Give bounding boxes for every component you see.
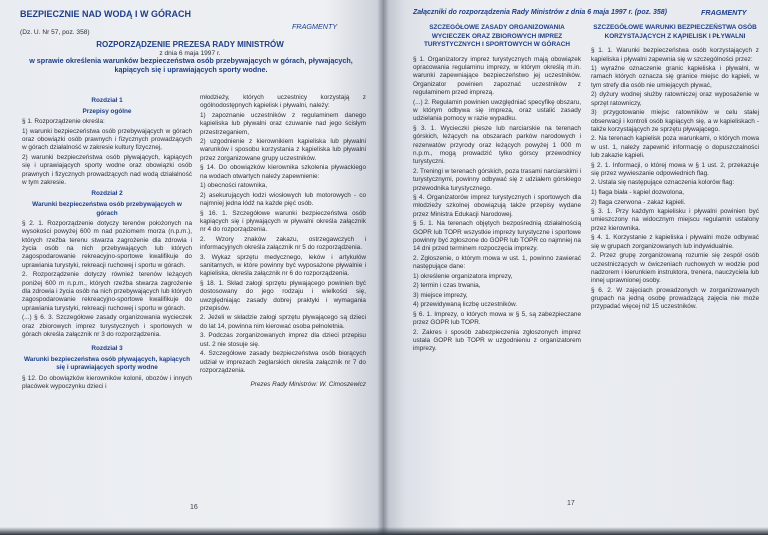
list-item: 3) przygotowanie miejsc ratowników w celu stałej obserwacji i kontroli osób kąpiących się, a w kąpieliskach - także korzystających ze sprzętu pływającego.: [591, 109, 759, 133]
list-item: 1) flaga biała - kąpiel dozwolona,: [591, 189, 685, 196]
paragraph: 2. Jeżeli w składzie załogi sprzętu pływającego są dzieci do lat 14, powinna nim kierować osoba pełnoletnia.: [200, 314, 366, 330]
paragraph: 1) obecności ratownika,: [200, 182, 268, 190]
paragraph: § 18. 1. Skład załogi sprzętu pływającego powinien być dostosowany do jego rodzaju i wielkości się, uwzględniając zasady dobrej praktyki i wymagania przepisów.: [200, 279, 366, 312]
paragraph: 2) warunki bezpieczeństwa osób pływających, kąpiących się i uprawiających sporty wodne oraz obowiązki osób prawnych i fizycznych prowadzących nad wodą działalność w tym zakresie.: [22, 153, 192, 186]
paragraph: § 1. Rozporządzenie określa:: [22, 118, 105, 126]
list-item: 3) miejsce imprezy,: [413, 291, 468, 299]
heading-rozdzial-1: Rozdział 1: [91, 97, 123, 104]
book-fold-shadow: [377, 0, 389, 535]
annex-header: Załączniki do rozporządzenia Rady Ministrów z dnia 6 maja 1997 r. (poz. 358): [413, 9, 668, 16]
paragraph: § 3. 1. Przy każdym kąpielisku i pływalni powinien być umieszczony na widocznym miejscu regulamin ustalony przez kierownika.: [591, 208, 759, 232]
citation: (Dz. U. Nr 57, poz. 358): [20, 29, 90, 36]
paragraph: 2. Rozporządzenie dotyczy również terenów leżących poniżej 600 m n.p.m., których rzeźba stwarza zagrożenie dla zdrowia i życia osób na nich przebywających lub których zagospodarowanie rekreacyjno-sportowe kwalifikuje do uprawiania turystyki, rekreacji ruchowej i sportu w górach.: [22, 271, 192, 312]
paragraph: § 6. 2. W zajęciach prowadzonych w zorganizowanych grupach na jedną osobę prowadzącą zajęcia nie może przypadać więcej niż 15 uczestników.: [591, 286, 759, 311]
right-page-number: 17: [567, 500, 575, 507]
paragraph: 2) uzgodnienie z kierownikiem kąpieliska lub pływalni warunków i sposobu korzystania z kąpieliska lub pływalni przez zorganizowane grupy uczestników.: [200, 138, 366, 162]
paragraph: 1) warunki bezpieczeństwa osób przebywających w górach oraz obowiązki osób prawnych i fizycznych prowadzących w górach działalność w zakresie kultury fizycznej,: [22, 127, 192, 152]
heading-rozdzial-2: Rozdział 2: [91, 190, 123, 198]
heading-przepisy-ogolne: Przepisy ogólne: [82, 107, 132, 115]
heading-rozdzial-2-title: Warunki bezpieczeństwa osób przebywających w górach: [32, 200, 182, 217]
paragraph: § 16. 1. Szczegółowe warunki bezpieczeństwa osób kąpiących się i pływających w pływalni określa załącznik nr 4 do rozporządzenia.: [200, 209, 366, 234]
regulation-subject: w sprawie określenia warunków bezpieczeństwa osób przebywających w górach, pływających, kąpiących się i uprawiających sporty wodne.: [29, 56, 353, 74]
paragraph: 2. Zakres i sposób zabezpieczenia zgłoszonych imprez ustala GOPR lub TOPR w uzgodnieniu z organizatorem imprezy.: [413, 328, 581, 353]
list-item: 1) określenie organizatora imprezy,: [413, 272, 513, 280]
paragraph: 2. Ustala się następujące oznaczenia kolorów flag:: [591, 179, 735, 187]
left-page: [0, 0, 383, 535]
paragraph: § 4. Organizatorów imprez turystycznych i sportowych dla młodzieży szkolnej obowiązują także przepisy wydane przez Ministra Edukacji Narodowej.: [413, 194, 581, 218]
paragraph: 3. Podczas zorganizowanych imprez dla dzieci przepisu ust. 2 nie stosuje się.: [200, 332, 366, 348]
left-header-title: BEZPIECZNIE NAD WODĄ I W GÓRACH: [20, 9, 191, 19]
paragraph: § 2. 1. Informacji, o której mowa w § 1 ust. 2, przekazuje się przez wywieszanie odpowiednich flag.: [591, 161, 759, 177]
list-item: 4) przewidywaną liczbę uczestników.: [413, 301, 518, 309]
signature: Prezes Rady Ministrów: W. Cimoszewicz: [250, 381, 366, 389]
heading-rozdzial-3: Rozdział 3: [91, 345, 123, 353]
right-column-2: [591, 24, 759, 313]
regulation-title: ROZPORZĄDZENIE PREZESA RADY MINISTRÓW: [96, 40, 284, 49]
list-item: 2) flaga czerwona - zakaz kąpieli.: [591, 198, 686, 206]
left-page-number: 16: [190, 504, 198, 511]
paragraph: 2. Treningi w terenach górskich, poza trasami narciarskimi i turystycznymi, powinny odbywać się z udziałem górskiego przewodnika turystycznego.: [413, 167, 581, 192]
paragraph: § 4. 1. Korzystanie z kąpieliska i pływalni może odbywać się w grupach zorganizowanych lub indywidualnie.: [591, 234, 759, 250]
right-column-1: [413, 24, 581, 355]
paragraph: § 3. 1. Wycieczki piesze lub narciarskie na terenach górskich, leżących na obszarach parków narodowych i rezerwatów przyrody oraz leżących powyżej 1 000 m n.p.m., mogą prowadzić tylko górscy przewodnicy turystyczni.: [413, 124, 581, 166]
paragraph: § 14. Do obowiązków kierownika szkolenia pływackiego na wodach otwartych należy zapewnienie:: [200, 164, 366, 180]
paragraph: młodzieży, których uczestnicy korzystają z ogólnodostępnych kąpielisk i pływalni, należy:: [200, 94, 366, 110]
paragraph: § 1. Organizatorzy imprez turystycznych mają obowiązek opracowania regulaminu imprezy, w którym określą m.in. warunki zapewniające bezpieczeństwo jej uczestników. Organizator powinien zapoznać uczestników z regulaminem przed imprezą.: [413, 55, 581, 97]
left-column-1: [22, 94, 192, 393]
right-page: [383, 0, 768, 535]
list-item: 2) dyżury wodnej służby ratowniczej oraz wyposażenie w sprzęt ratowniczy,: [591, 91, 759, 107]
paragraph: (...) § 6. 3. Szczegółowe zasady organizowania wycieczek oraz zbiorowych imprez turystycznych i sportowych w górach określa załącznik nr 3 do rozporządzenia.: [22, 314, 192, 338]
paragraph: § 6. 1. Imprezy, o których mowa w § 5, są zabezpieczane przez GOPR lub TOPR.: [413, 310, 581, 327]
paragraph: 1) zapoznanie uczestników z regulaminem danego kąpieliska lub pływalni oraz czuwanie nad jego ścisłym przestrzeganiem,: [200, 111, 366, 136]
left-fragments-label: FRAGMENTY: [292, 22, 338, 31]
bottom-edge-shadow: [0, 527, 768, 535]
annex-4-title: SZCZEGÓŁOWE WARUNKI BEZPIECZEŃSTWA OSÓB KORZYSTAJĄCYCH Z KĄPIELISK I PŁYWALNI: [593, 24, 757, 40]
paragraph: § 2. 1. Rozporządzenie dotyczy terenów położonych na wysokości powyżej 600 m nad poziomem morza (n.p.m.), których rzeźba terenu stwarza zagrożenie dla zdrowia i życia osób na nich przebywających lub których zagospodarowanie rekreacyjno-sportowe kwalifikuje do uprawiania turystyki, rekreacji ruchowej i sportu w górach.: [22, 220, 192, 269]
paragraph: 2) asekurujących łodzi wiosłowych lub motorowych - co najmniej jedna łódź na każde pięć osób.: [200, 191, 366, 208]
paragraph: 2. Przez grupę zorganizowaną rozumie się zespół osób uczestniczących w ćwiczeniach ruchowych w wodzie pod nadzorem i kierunkiem instruktora, trenera, nauczyciela lub innej uprawnionej osoby.: [591, 252, 759, 285]
paragraph: 2. Wzory znaków zakazu, ostrzegawczych i informacyjnych określa załącznik nr 5 do rozporządzenia.: [200, 235, 366, 252]
heading-rozdzial-3-title: Warunki bezpieczeństwa osób pływających, kąpiących się i uprawiających sporty wodne: [24, 355, 190, 372]
paragraph: (...) 2. Regulamin powinien uwzględniać specyfikę obszaru, w którym odbywa się impreza, oraz ustalić zasady udzielania pomocy w razie wypadku.: [413, 98, 581, 123]
left-column-2: [200, 94, 366, 391]
paragraph: § 12. Do obowiązków kierowników kolonii, obozów i innych placówek wypoczynku dzieci i: [22, 375, 192, 391]
list-item: 1) wyraźne oznaczenie granic kąpieliska i pływalni, w ramach których oznacza się granice miejsc do kąpieli, w tym strefy dla osób nie umiejących pływać,: [591, 65, 759, 89]
paragraph: 2. Zgłoszenie, o którym mowa w ust. 1, powinno zawierać następujące dane:: [413, 254, 581, 271]
paragraph: § 1. 1. Warunki bezpieczeństwa osób korzystających z kąpieliska i pływalni zapewnia się w szczególności przez:: [591, 47, 759, 63]
right-fragments-label: FRAGMENTY: [701, 8, 747, 17]
annex-3-title: SZCZEGÓŁOWE ZASADY ORGANIZOWANIA WYCIECZEK ORAZ ZBIOROWYCH IMPREZ TURYSTYCZNYCH I SPORTOWYCH W GÓRACH: [424, 24, 570, 49]
list-item: 2) termin i czas trwania,: [413, 282, 481, 290]
paragraph: 2. Na terenach kąpielisk poza warunkami, o których mowa w ust. 1, należy zapewnić informację o dopuszczalności lub zakazie kąpieli.: [591, 135, 759, 160]
paragraph: § 5. 1. Na terenach objętych bezpośrednią działalnością GOPR lub TOPR wszystkie imprezy turystyczne i sportowe powinny być zgłoszone do GOPR lub TOPR co najmniej na 14 dni przed terminem rozpoczęcia imprezy.: [413, 220, 581, 253]
paragraph: 3. Wykaz sprzętu medycznego, leków i artykułów sanitarnych, w które powinny być wyposażone pływalnie i kąpieliska, określa załącznik nr 6 do rozporządzenia.: [200, 253, 366, 278]
paragraph: 4. Szczegółowe zasady bezpieczeństwa osób biorących udział w imprezach żeglarskich określa załącznik nr 7 do rozporządzenia.: [200, 350, 366, 374]
regulation-date: z dnia 6 maja 1997 r.: [159, 50, 221, 57]
